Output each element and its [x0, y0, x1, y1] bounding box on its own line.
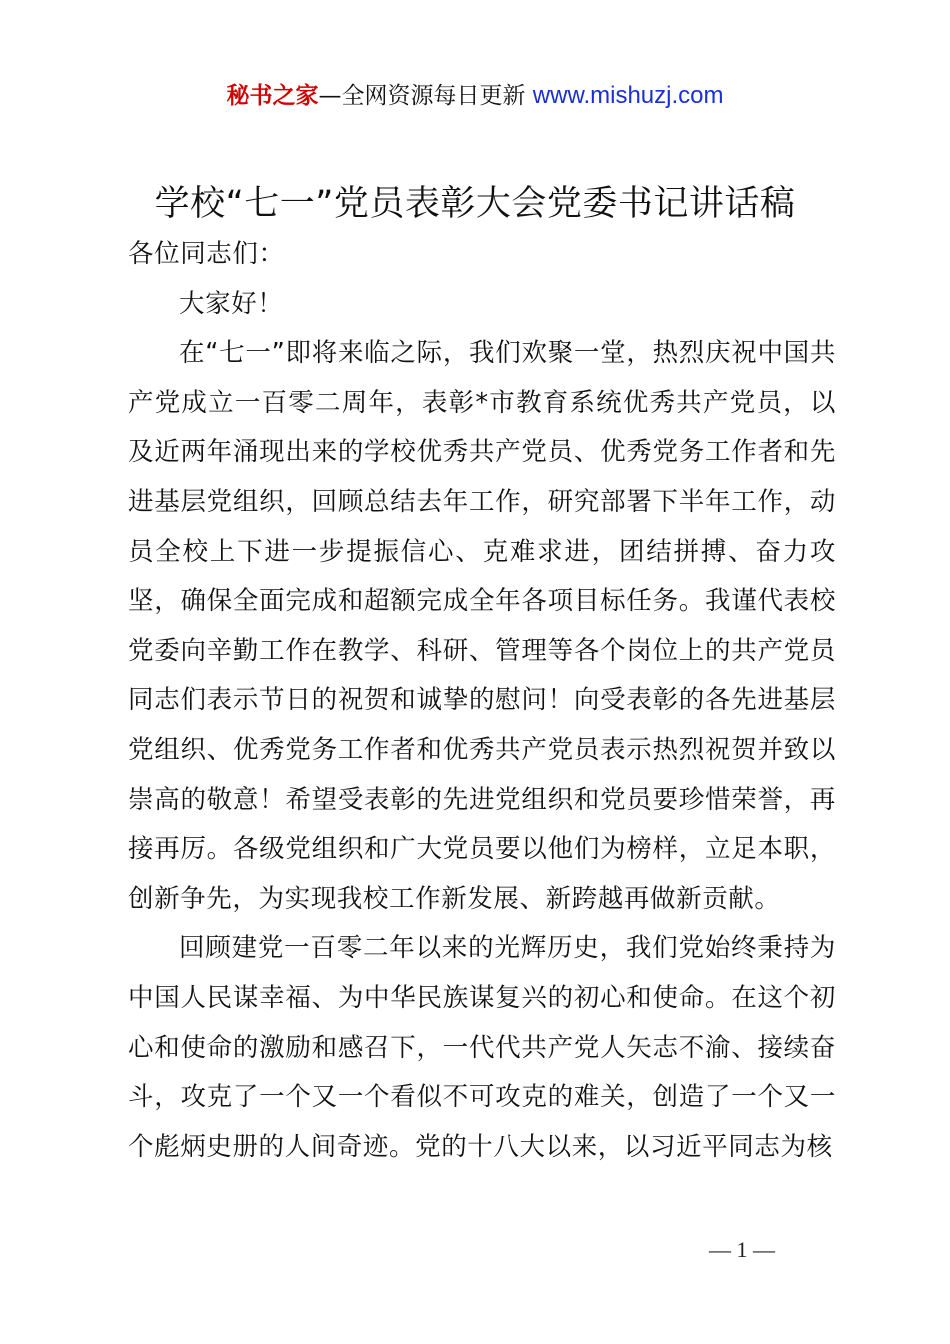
site-banner	[0, 80, 950, 112]
banner-tagline: —全网资源每日更新	[318, 83, 533, 109]
brand-name: 秘书之家	[226, 83, 319, 109]
site-url-link[interactable]: www.mishuzj.com	[532, 82, 724, 109]
page-number: — 1 —	[709, 1237, 775, 1262]
paragraph-opening: 在“七一”即将来临之际，我们欢聚一堂，热烈庆祝中国共产党成立一百零二周年，表彰*市教育系统优秀共产党员，以及近两年涌现出来的学校优秀共产党员、优秀党务工作者和先进基层党组织，回顾总结去年工作，研究部署下半年工作，动员全校上下进一步提振信心、克难求进，团结拼搏、奋力攻坚，确保全面完成和超额完成全年各项目标任务。我谨代表校党委向辛勤工作在教学、科研、管理等各个岗位上的共产党员同志们表示节日的祝贺和诚挚的慰问！向受表彰的各先进基层党组织、优秀党务工作者和优秀共产党员表示热烈祝贺并致以崇高的敬意！希望受表彰的先进党组织和党员要珍惜荣誉，再接再厉。各级党组织和广大党员要以他们为榜样，立足本职，创新争先，为实现我校工作新发展、新跨越再做新贡献。	[128, 338, 836, 914]
salutation: 各位同志们：	[128, 239, 285, 269]
paragraph-greeting: 大家好！	[179, 288, 284, 319]
document-body	[128, 230, 836, 1172]
document-title: 学校“七一”党员表彰大会党委书记讲话稿	[154, 184, 796, 224]
paragraph-history: 回顾建党一百零二年以来的光辉历史，我们党始终秉持为中国人民谋幸福、为中华民族谋复兴的初心和使命。在这个初心和使命的激励和感召下，一代代共产党人矢志不渝、接续奋斗，攻克了一个又一个看似不可攻克的难关，创造了一个又一个彪炳史册的人间奇迹。党的十八大以来，以习近平同志为核	[128, 933, 836, 1162]
